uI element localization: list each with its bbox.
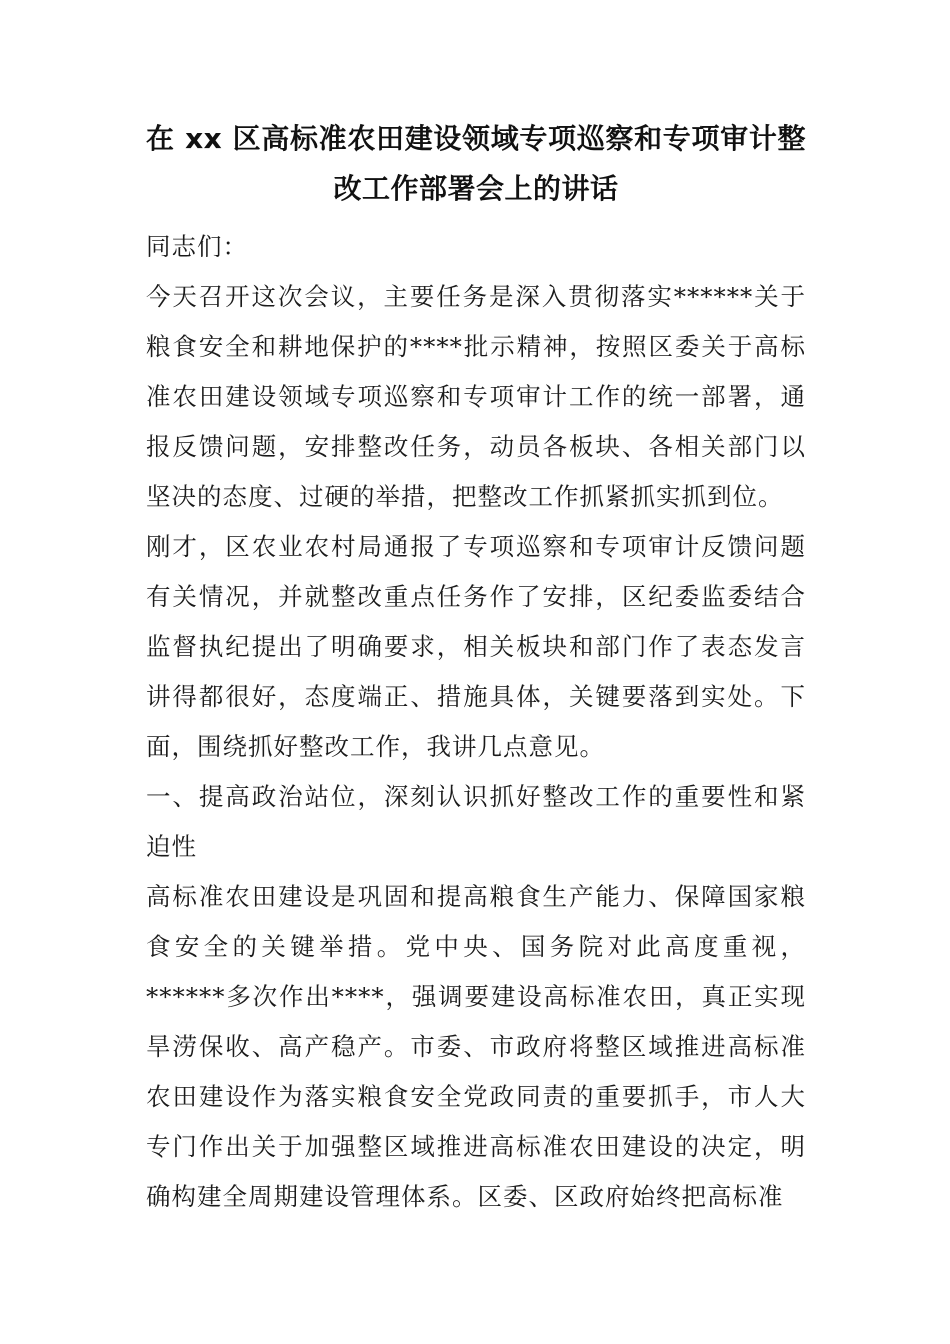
body-paragraph: 今天召开这次会议，主要任务是深入贯彻落实******关于粮食安全和耕地保护的****批示精神，按照区委关于高标准农田建设领域专项巡察和专项审计工作的统一部署，通报反馈问题，安排整改任务，动员各板块、各相关部门以坚决的态度、过硬的举措，把整改工作抓紧抓实抓到位。 — [146, 282, 806, 511]
title-line-1: 在 xx 区高标准农田建设领域专项巡察和专项审计整 — [146, 122, 806, 155]
body-paragraph: 刚才，区农业农村局通报了专项巡察和专项审计反馈问题有关情况，并就整改重点任务作了安排，区纪委监委结合监督执纪提出了明确要求，相关板块和部门作了表态发言讲得都很好，态度端正、措施具体，关键要落到实处。下面，围绕抓好整改工作，我讲几点意见。 — [146, 532, 806, 761]
section-heading: 一、提高政治站位，深刻认识抓好整改工作的重要性和紧迫性 — [146, 782, 806, 861]
body-paragraph: 高标准农田建设是巩固和提高粮食生产能力、保障国家粮食安全的关键举措。党中央、国务院对此高度重视，******多次作出****，强调要建设高标准农田，真正实现旱涝保收、高产稳产。市委、市政府将整区域推进高标准农田建设作为落实粮食安全党政同责的重要抓手，市人大专门作出关于加强整区域推进高标准农田建设的决定，明确构建全周期建设管理体系。区委、区政府始终把高标准 — [146, 882, 806, 1211]
document-body — [146, 222, 806, 1222]
document-title — [146, 114, 806, 214]
title-line-2: 改工作部署会上的讲话 — [333, 172, 619, 205]
salutation: 同志们： — [146, 232, 248, 261]
